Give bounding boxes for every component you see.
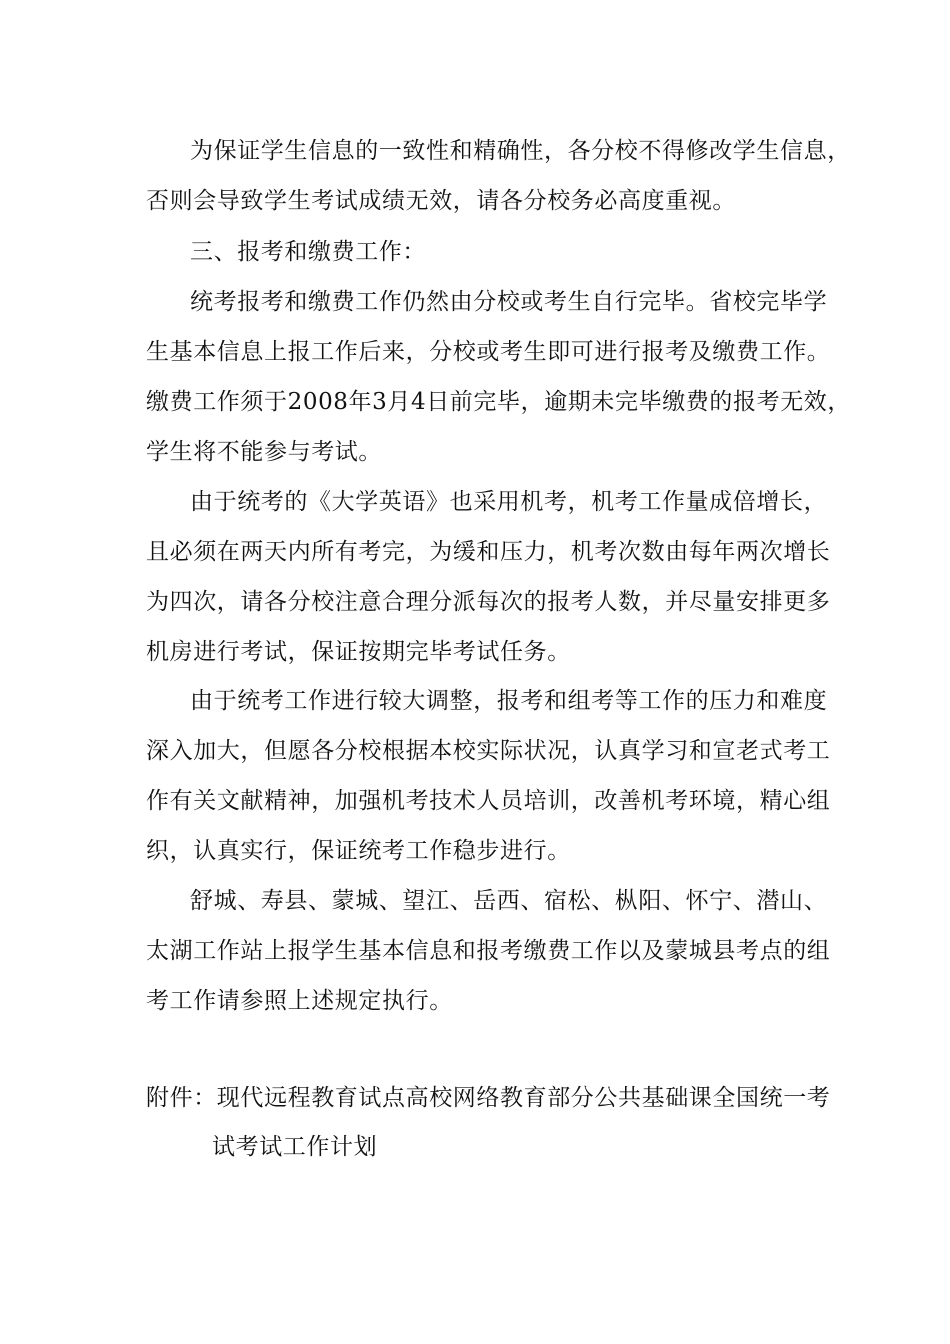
attachment-line: 试考试工作计划: [212, 1134, 378, 1160]
body-text-line: 作有关文献精神，加强机考技术人员培训，改善机考环境，精心组: [146, 788, 831, 814]
body-text-line: 否则会导致学生考试成绩无效，请各分校务必高度重视。: [146, 188, 736, 214]
body-text-line: 机房进行考试，保证按期完毕考试任务。: [146, 639, 571, 665]
body-text-line: 考工作请参照上述规定执行。: [146, 988, 453, 1014]
body-text-line: 织，认真实行，保证统考工作稳步进行。: [146, 838, 571, 864]
body-text-line: 缴费工作须于2008年3月4日前完毕，逾期未完毕缴费的报考无效，: [146, 389, 851, 415]
body-text-line: 学生将不能参与考试。: [146, 439, 382, 465]
body-text-line: 生基本信息上报工作后来，分校或考生即可进行报考及缴费工作。: [146, 339, 831, 365]
body-text-line: 且必须在两天内所有考完，为缓和压力，机考次数由每年两次增长: [146, 539, 831, 565]
body-text-line: 为四次，请各分校注意合理分派每次的报考人数，并尽量安排更多: [146, 589, 831, 615]
body-text-line: 太湖工作站上报学生基本信息和报考缴费工作以及蒙城县考点的组: [146, 938, 831, 964]
body-text-line: 统考报考和缴费工作仍然由分校或考生自行完毕。省校完毕学: [190, 289, 828, 315]
section-heading: 三、报考和缴费工作：: [190, 239, 426, 265]
body-text-line: 舒城、寿县、蒙城、望江、岳西、宿松、枞阳、怀宁、潜山、: [190, 888, 828, 914]
body-text-line: 为保证学生信息的一致性和精确性，各分校不得修改学生信息，: [190, 138, 851, 164]
attachment-line: 附件：现代远程教育试点高校网络教育部分公共基础课全国统一考: [146, 1085, 831, 1111]
body-text-line: 由于统考的《大学英语》也采用机考，机考工作量成倍增长，: [190, 489, 828, 515]
body-text-line: 由于统考工作进行较大调整，报考和组考等工作的压力和难度: [190, 688, 828, 714]
body-text-line: 深入加大，但愿各分校根据本校实际状况，认真学习和宣老式考工: [146, 738, 831, 764]
